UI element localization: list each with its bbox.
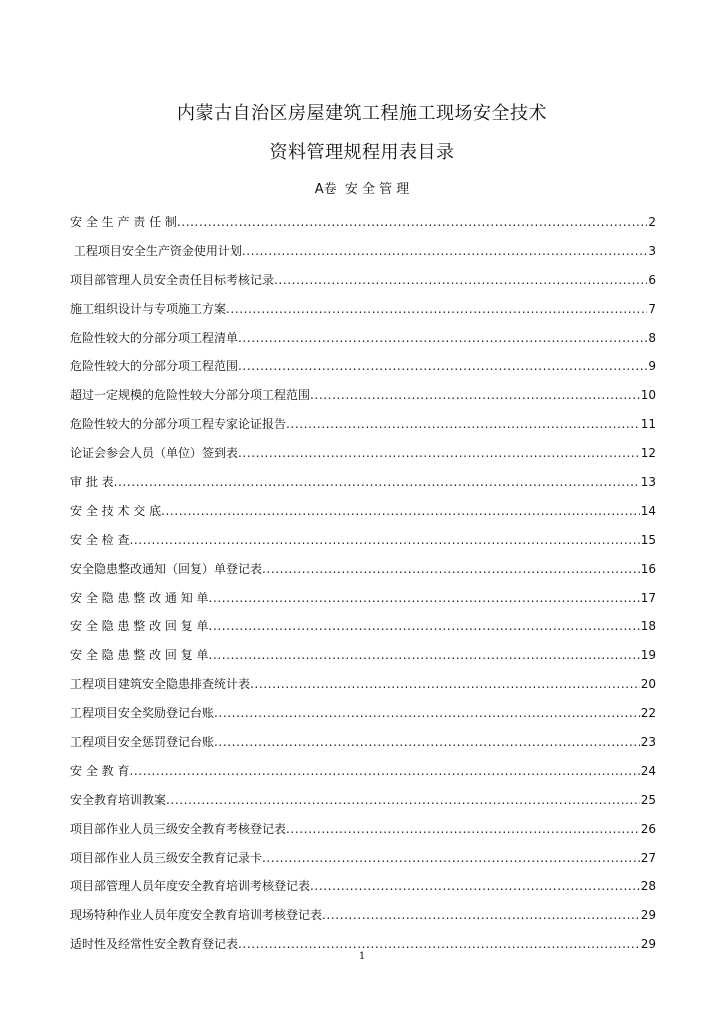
toc-entry-title: 危险性较大的分部分项工程专家论证报告 [70, 417, 287, 432]
toc-entry[interactable] [70, 414, 656, 443]
toc-entry[interactable] [70, 674, 656, 703]
toc-leader-dots [114, 472, 640, 492]
toc-entry[interactable] [70, 385, 656, 414]
toc-leader-dots [274, 270, 647, 290]
toc-entry[interactable] [70, 905, 656, 934]
toc-entry-page: 29 [640, 937, 656, 952]
toc-entry-title: 安 全 隐 患 整 改 通 知 单 [70, 590, 209, 605]
toc-entry-page: 13 [640, 475, 656, 490]
toc-entry-title: 安 全 隐 患 整 改 回 复 单 [70, 648, 209, 663]
toc-entry-title: 工程项目建筑安全隐患排查统计表 [70, 677, 251, 692]
toc-leader-dots [209, 645, 640, 665]
toc-leader-dots [322, 905, 640, 925]
toc-entry-title: 项目部管理人员安全责任目标考核记录 [70, 272, 275, 287]
toc-entry-page: 20 [640, 677, 656, 692]
toc-entry[interactable] [70, 732, 656, 761]
toc-entry[interactable] [70, 703, 656, 732]
toc-leader-dots [129, 761, 639, 781]
toc-entry-page: 16 [640, 561, 656, 576]
toc-entry-title: 安 全 技 术 交 底 [70, 503, 162, 518]
toc-entry-page: 18 [640, 619, 656, 634]
toc-leader-dots [129, 530, 639, 550]
toc-entry[interactable] [70, 241, 656, 270]
toc-entry[interactable] [70, 328, 656, 357]
toc-entry-title: 项目部管理人员年度安全教育培训考核登记表 [70, 879, 311, 894]
toc-entry-title: 危险性较大的分部分项工程范围 [70, 359, 239, 374]
table-of-contents [70, 212, 656, 963]
toc-entry-page: 9 [648, 359, 656, 374]
toc-entry-page: 14 [640, 503, 656, 518]
toc-leader-dots [238, 443, 640, 463]
toc-leader-dots [238, 328, 647, 348]
toc-entry-title: 安全教育培训教案 [70, 792, 167, 807]
toc-leader-dots [262, 848, 640, 868]
toc-leader-dots [161, 501, 640, 521]
toc-entry-page: 24 [640, 763, 656, 778]
toc-entry-title: 适时性及经常性安全教育登记表 [70, 937, 239, 952]
toc-entry-title: 工程项目安全惩罚登记台账 [70, 735, 215, 750]
document-title-line-1: 内蒙古自治区房屋建筑工程施工现场安全技术 [177, 103, 547, 124]
toc-entry[interactable] [70, 819, 656, 848]
toc-leader-dots [238, 356, 647, 376]
toc-entry[interactable] [70, 530, 656, 559]
toc-entry-title: 施工组织设计与专项施工方案 [70, 301, 227, 316]
toc-entry[interactable] [70, 270, 656, 299]
toc-entry-page: 7 [648, 301, 656, 316]
toc-leader-dots [226, 299, 647, 319]
toc-leader-dots [242, 241, 648, 261]
page-number: 1 [358, 951, 366, 962]
toc-entry-page: 2 [648, 215, 656, 229]
toc-entry-title: 安 全 生 产 责 任 制 [70, 215, 177, 229]
toc-entry[interactable] [70, 472, 656, 501]
toc-entry-page: 15 [640, 532, 656, 547]
toc-entry-title: 项目部作业人员三级安全教育考核登记表 [70, 821, 287, 836]
toc-leader-dots [209, 588, 640, 608]
toc-entry-title: 安 全 教 育 [70, 763, 130, 778]
toc-entry[interactable] [70, 299, 656, 328]
toc-entry-title: 工程项目安全奖励登记台账 [70, 706, 215, 721]
toc-entry-title: 安全隐患整改通知（回复）单登记表 [70, 561, 263, 576]
toc-entry[interactable] [70, 645, 656, 674]
toc-entry-title: 安 全 检 查 [70, 532, 130, 547]
toc-entry-title: 超过一定规模的危险性较大分部分项工程范围 [70, 388, 311, 403]
toc-entry-page: 26 [640, 821, 656, 836]
toc-entry-title: 项目部作业人员三级安全教育记录卡 [70, 850, 263, 865]
toc-leader-dots [286, 414, 640, 434]
toc-entry-page: 8 [648, 330, 656, 345]
toc-entry-title: 论证会参会人员（单位）签到表 [70, 446, 239, 461]
toc-entry-title: 工程项目安全生产资金使用计划 [70, 243, 242, 258]
toc-entry-page: 22 [640, 706, 656, 721]
toc-entry-page: 17 [640, 590, 656, 605]
volume-heading: A卷 安 全 管 理 [314, 182, 410, 197]
toc-leader-dots [214, 703, 640, 723]
toc-entry[interactable] [70, 501, 656, 530]
toc-leader-dots [310, 385, 640, 405]
toc-entry[interactable] [70, 876, 656, 905]
toc-entry-page: 25 [640, 792, 656, 807]
toc-entry[interactable] [70, 848, 656, 877]
toc-entry-page: 3 [648, 243, 656, 258]
toc-entry[interactable] [70, 443, 656, 472]
toc-entry-page: 28 [640, 879, 656, 894]
toc-entry-page: 19 [640, 648, 656, 663]
toc-entry-title: 现场特种作业人员年度安全教育培训考核登记表 [70, 908, 323, 923]
toc-leader-dots [310, 876, 640, 896]
toc-leader-dots [286, 819, 640, 839]
toc-entry[interactable] [70, 588, 656, 617]
toc-entry[interactable] [70, 616, 656, 645]
toc-entry-title: 危险性较大的分部分项工程清单 [70, 330, 239, 345]
toc-leader-dots [262, 559, 640, 579]
toc-entry[interactable] [70, 761, 656, 790]
toc-entry-page: 6 [648, 272, 656, 287]
toc-leader-dots [250, 674, 640, 694]
toc-entry[interactable] [70, 790, 656, 819]
toc-entry-title: 安 全 隐 患 整 改 回 复 单 [70, 619, 209, 634]
toc-leader-dots [209, 616, 640, 636]
toc-entry-page: 23 [640, 735, 656, 750]
toc-leader-dots [177, 212, 647, 232]
toc-entry-page: 10 [640, 388, 656, 403]
toc-entry-page: 27 [640, 850, 656, 865]
toc-leader-dots [166, 790, 640, 810]
toc-entry-page: 11 [640, 417, 656, 432]
toc-entry-title: 审 批 表 [70, 475, 114, 490]
document-title-line-2: 资料管理规程用表目录 [269, 142, 455, 163]
toc-leader-dots [214, 732, 640, 752]
toc-entry-page: 12 [640, 446, 656, 461]
toc-entry[interactable] [70, 212, 656, 241]
toc-entry-page: 29 [640, 908, 656, 923]
toc-entry[interactable] [70, 356, 656, 385]
toc-entry[interactable] [70, 559, 656, 588]
